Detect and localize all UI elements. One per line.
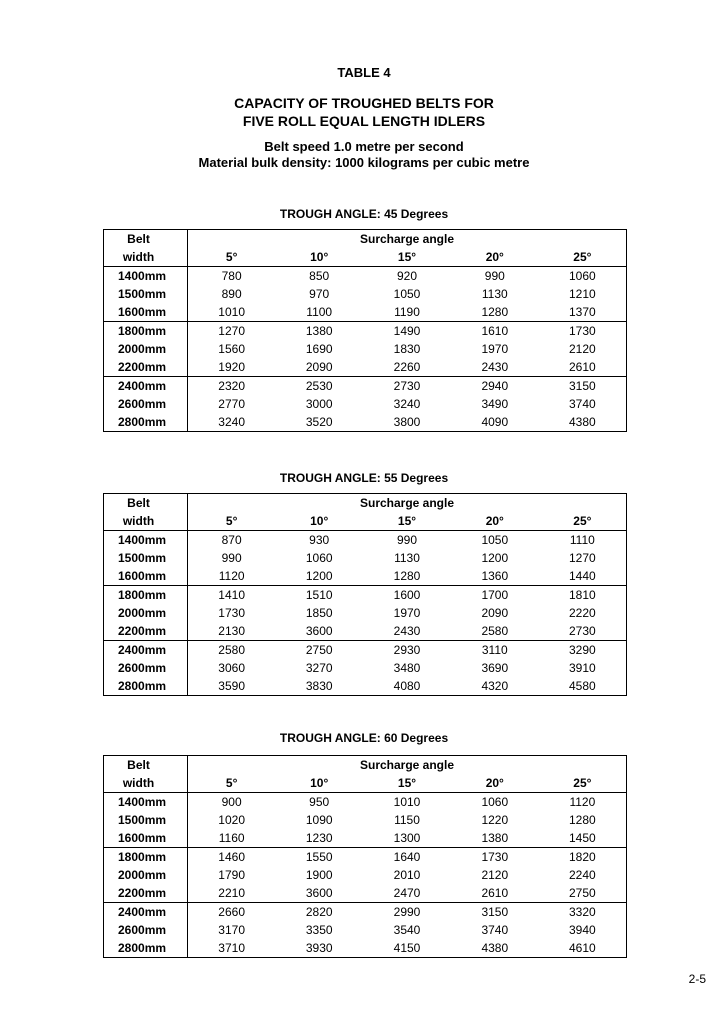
capacity-value-cell: 2130 (188, 622, 276, 641)
table-row (104, 848, 627, 867)
belt-label: Belt (104, 494, 188, 513)
capacity-value-cell: 3240 (393, 397, 421, 411)
capacity-value-cell: 990 (396, 533, 417, 547)
capacity-value-cell: 1820 (539, 848, 627, 867)
table-row (104, 549, 627, 567)
capacity-value-cell: 900 (221, 795, 242, 809)
belt-label: Belt (104, 230, 188, 249)
belt-width-cell: 2000mm (104, 866, 188, 884)
capacity-value-cell: 2120 (539, 340, 627, 358)
capacity-value-cell: 3740 (539, 395, 627, 413)
capacity-value-cell: 1130 (481, 287, 508, 301)
capacity-value-cell: 2240 (539, 866, 627, 884)
capacity-value-cell: 3150 (481, 905, 509, 919)
belt-width-cell: 2200mm (104, 884, 188, 903)
belt-width-cell: 1800mm (104, 322, 188, 341)
belt-width-cell: 1800mm (104, 586, 188, 605)
capacity-value-cell: 3110 (481, 643, 508, 657)
table-row (104, 531, 627, 550)
capacity-value-cell: 1270 (539, 549, 627, 567)
capacity-value-cell: 1200 (275, 567, 363, 586)
capacity-value-cell: 1970 (393, 606, 421, 620)
capacity-value-cell: 1280 (539, 811, 627, 829)
capacity-value-cell: 1490 (393, 324, 421, 338)
capacity-value-cell: 4080 (363, 677, 451, 696)
capacity-value-cell: 2770 (218, 397, 245, 411)
belt-width-cell: 1400mm (104, 267, 188, 286)
speed-line: Belt speed 1.0 metre per second (264, 139, 464, 154)
belt-width-cell: 2400mm (104, 903, 188, 922)
belt-width-cell: 2200mm (104, 622, 188, 641)
capacity-value-cell: 1210 (539, 285, 627, 303)
capacity-value-cell: 2530 (305, 379, 333, 393)
table-row (104, 866, 627, 884)
capacity-value-cell: 2750 (539, 884, 627, 903)
capacity-value-cell: 2660 (218, 905, 245, 919)
title-line-2: FIVE ROLL EQUAL LENGTH IDLERS (242, 113, 486, 129)
angle-header: 25° (539, 248, 627, 267)
capacity-value-cell: 1130 (394, 551, 420, 565)
capacity-value-cell: 970 (309, 287, 330, 301)
capacity-value-cell: 4610 (539, 939, 627, 958)
capacity-value-cell: 1060 (539, 267, 627, 286)
capacity-value-cell: 1010 (393, 795, 421, 809)
capacity-table-45 (103, 229, 627, 432)
capacity-value-cell: 4090 (451, 413, 539, 432)
table-row (104, 829, 627, 848)
capacity-value-cell: 2210 (188, 884, 276, 903)
capacity-value-cell: 3270 (305, 661, 333, 675)
capacity-value-cell: 1060 (481, 795, 509, 809)
capacity-value-cell: 1230 (275, 829, 363, 848)
title-line-1: CAPACITY OF TROUGHED BELTS FOR (234, 95, 494, 111)
belt-width-cell: 2000mm (104, 604, 188, 622)
table-row (104, 659, 627, 677)
belt-width-cell: 2600mm (104, 659, 188, 677)
capacity-value-cell: 1440 (539, 567, 627, 586)
capacity-value-cell: 2430 (451, 358, 539, 377)
capacity-value-cell: 1450 (539, 829, 627, 848)
capacity-value-cell: 1690 (305, 342, 333, 356)
belt-width-cell: 2600mm (104, 921, 188, 939)
capacity-value-cell: 1600 (393, 588, 421, 602)
belt-width-cell: 2400mm (104, 641, 188, 660)
belt-label: Belt (104, 756, 188, 775)
capacity-value-cell: 2990 (393, 905, 421, 919)
capacity-value-cell: 1550 (305, 850, 333, 864)
trough-angle-label-45: TROUGH ANGLE: 45 Degrees (279, 207, 449, 221)
capacity-value-cell: 850 (309, 269, 330, 283)
capacity-value-cell: 1300 (363, 829, 451, 848)
capacity-value-cell: 1810 (539, 586, 627, 605)
capacity-value-cell: 3800 (363, 413, 451, 432)
table-row (104, 677, 627, 696)
capacity-table-60 (103, 755, 627, 958)
capacity-value-cell: 2940 (481, 379, 509, 393)
table-row (104, 811, 627, 829)
angle-header: 5° (188, 774, 276, 793)
capacity-value-cell: 2580 (451, 622, 539, 641)
table-row (104, 358, 627, 377)
capacity-value-cell: 3910 (539, 659, 627, 677)
capacity-value-cell: 2610 (451, 884, 539, 903)
table-row (104, 303, 627, 322)
capacity-value-cell: 1380 (451, 829, 539, 848)
table-row (104, 377, 627, 396)
table-row (104, 884, 627, 903)
angle-header: 10° (275, 774, 363, 793)
capacity-value-cell: 3600 (275, 884, 363, 903)
belt-width-cell: 1400mm (104, 531, 188, 550)
table-row (104, 604, 627, 622)
table-row (104, 793, 627, 812)
angle-header: 10° (275, 248, 363, 267)
table-row (104, 395, 627, 413)
capacity-value-cell: 2930 (393, 643, 421, 657)
belt-width-cell: 1600mm (104, 303, 188, 322)
angle-header: 5° (188, 512, 276, 531)
belt-width-cell: 1500mm (104, 811, 188, 829)
capacity-value-cell: 3490 (481, 397, 509, 411)
surcharge-angle-label: Surcharge angle (188, 494, 627, 513)
belt-width-cell: 2200mm (104, 358, 188, 377)
capacity-value-cell: 3520 (275, 413, 363, 432)
capacity-value-cell: 930 (309, 533, 330, 547)
capacity-value-cell: 1270 (218, 324, 245, 338)
table-row (104, 340, 627, 358)
capacity-value-cell: 1380 (305, 324, 333, 338)
table-row (104, 267, 627, 286)
capacity-value-cell: 2750 (305, 643, 333, 657)
capacity-value-cell: 1730 (481, 850, 509, 864)
angle-header: 15° (363, 774, 451, 793)
capacity-value-cell: 920 (396, 269, 417, 283)
capacity-value-cell: 3930 (275, 939, 363, 958)
table-number: TABLE 4 (337, 65, 391, 80)
belt-width-cell: 2800mm (104, 677, 188, 696)
capacity-value-cell: 1100 (275, 303, 363, 322)
capacity-value-cell: 3740 (481, 923, 509, 937)
capacity-value-cell: 1110 (539, 531, 627, 550)
belt-width-cell: 1400mm (104, 793, 188, 812)
capacity-value-cell: 2090 (275, 358, 363, 377)
capacity-value-cell: 4320 (451, 677, 539, 696)
capacity-value-cell: 1410 (218, 588, 245, 602)
capacity-value-cell: 3600 (275, 622, 363, 641)
capacity-value-cell: 1010 (188, 303, 276, 322)
table-row (104, 567, 627, 586)
capacity-value-cell: 1900 (305, 868, 333, 882)
capacity-value-cell: 3710 (188, 939, 276, 958)
capacity-value-cell: 2730 (393, 379, 421, 393)
belt-width-cell: 1600mm (104, 829, 188, 848)
capacity-value-cell: 1120 (539, 793, 627, 812)
capacity-value-cell: 1200 (481, 551, 509, 565)
belt-width-cell: 1800mm (104, 848, 188, 867)
capacity-value-cell: 4150 (363, 939, 451, 958)
capacity-table-55 (103, 493, 627, 696)
surcharge-angle-label: Surcharge angle (188, 756, 627, 775)
belt-width-cell: 2000mm (104, 340, 188, 358)
capacity-value-cell: 4380 (451, 939, 539, 958)
capacity-value-cell: 1850 (305, 606, 333, 620)
capacity-value-cell: 1730 (539, 322, 627, 341)
capacity-value-cell: 2730 (539, 622, 627, 641)
capacity-value-cell: 1920 (188, 358, 276, 377)
table-row (104, 921, 627, 939)
angle-header: 5° (188, 248, 276, 267)
capacity-value-cell: 2090 (481, 606, 509, 620)
capacity-value-cell: 3690 (481, 661, 509, 675)
capacity-value-cell: 890 (221, 287, 242, 301)
capacity-value-cell: 1150 (394, 813, 420, 827)
capacity-value-cell: 990 (221, 551, 242, 565)
belt-width-cell: 2800mm (104, 939, 188, 958)
capacity-value-cell: 3940 (539, 921, 627, 939)
angle-header: 15° (363, 512, 451, 531)
capacity-value-cell: 1790 (218, 868, 245, 882)
capacity-value-cell: 1510 (305, 588, 333, 602)
capacity-value-cell: 2120 (481, 868, 509, 882)
capacity-value-cell: 1360 (451, 567, 539, 586)
capacity-value-cell: 3240 (188, 413, 276, 432)
belt-width-cell: 2800mm (104, 413, 188, 432)
capacity-value-cell: 1020 (218, 813, 245, 827)
capacity-value-cell: 1610 (481, 324, 509, 338)
angle-header: 25° (539, 774, 627, 793)
table-row (104, 903, 627, 922)
capacity-value-cell: 1090 (305, 813, 333, 827)
table-row (104, 322, 627, 341)
capacity-value-cell: 870 (221, 533, 242, 547)
capacity-value-cell: 2010 (393, 868, 421, 882)
capacity-value-cell: 3320 (539, 903, 627, 922)
capacity-value-cell: 1730 (218, 606, 245, 620)
capacity-value-cell: 2430 (363, 622, 451, 641)
capacity-value-cell: 2610 (539, 358, 627, 377)
angle-header: 20° (451, 512, 539, 531)
capacity-value-cell: 4380 (539, 413, 627, 432)
capacity-value-cell: 4580 (539, 677, 627, 696)
capacity-value-cell: 3830 (275, 677, 363, 696)
capacity-value-cell: 2470 (363, 884, 451, 903)
capacity-value-cell: 1700 (481, 588, 509, 602)
width-label: width (104, 512, 188, 531)
table-row (104, 413, 627, 432)
capacity-value-cell: 3540 (393, 923, 421, 937)
belt-width-cell: 2400mm (104, 377, 188, 396)
capacity-value-cell: 3350 (305, 923, 333, 937)
density-line: Material bulk density: 1000 kilograms per cubic metre (198, 155, 530, 170)
width-label: width (104, 248, 188, 267)
table-row (104, 285, 627, 303)
capacity-value-cell: 1160 (188, 829, 276, 848)
belt-width-cell: 2600mm (104, 395, 188, 413)
capacity-value-cell: 3290 (539, 641, 627, 660)
capacity-value-cell: 780 (221, 269, 242, 283)
capacity-value-cell: 1460 (218, 850, 245, 864)
angle-header: 25° (539, 512, 627, 531)
surcharge-angle-label: Surcharge angle (188, 230, 627, 249)
capacity-value-cell: 1830 (393, 342, 421, 356)
capacity-value-cell: 1370 (539, 303, 627, 322)
belt-width-cell: 1500mm (104, 285, 188, 303)
width-label: width (104, 774, 188, 793)
table-row (104, 586, 627, 605)
capacity-value-cell: 1280 (363, 567, 451, 586)
capacity-value-cell: 3590 (188, 677, 276, 696)
capacity-value-cell: 2260 (363, 358, 451, 377)
page-number: 2-5 (688, 972, 706, 986)
capacity-value-cell: 1640 (393, 850, 421, 864)
belt-width-cell: 1600mm (104, 567, 188, 586)
table-row (104, 641, 627, 660)
capacity-value-cell: 3060 (218, 661, 245, 675)
capacity-value-cell: 1190 (363, 303, 451, 322)
capacity-value-cell: 3000 (305, 397, 333, 411)
capacity-value-cell: 1060 (305, 551, 333, 565)
table-row (104, 939, 627, 958)
capacity-value-cell: 2580 (218, 643, 245, 657)
trough-angle-label-60: TROUGH ANGLE: 60 Degrees (279, 731, 449, 745)
capacity-value-cell: 1280 (451, 303, 539, 322)
table-row (104, 622, 627, 641)
capacity-value-cell: 2820 (305, 905, 333, 919)
capacity-value-cell: 1560 (218, 342, 245, 356)
angle-header: 10° (275, 512, 363, 531)
angle-header: 15° (363, 248, 451, 267)
capacity-value-cell: 1220 (481, 813, 509, 827)
capacity-value-cell: 1970 (481, 342, 509, 356)
capacity-value-cell: 3480 (393, 661, 421, 675)
angle-header: 20° (451, 774, 539, 793)
trough-angle-label-55: TROUGH ANGLE: 55 Degrees (279, 471, 449, 485)
belt-width-cell: 1500mm (104, 549, 188, 567)
capacity-value-cell: 990 (484, 269, 505, 283)
capacity-value-cell: 950 (309, 795, 330, 809)
capacity-value-cell: 3150 (539, 377, 627, 396)
capacity-value-cell: 1050 (481, 533, 509, 547)
capacity-value-cell: 1050 (393, 287, 421, 301)
capacity-value-cell: 2320 (218, 379, 245, 393)
capacity-value-cell: 3170 (218, 923, 245, 937)
angle-header: 20° (451, 248, 539, 267)
capacity-value-cell: 1120 (188, 567, 276, 586)
capacity-value-cell: 2220 (539, 604, 627, 622)
